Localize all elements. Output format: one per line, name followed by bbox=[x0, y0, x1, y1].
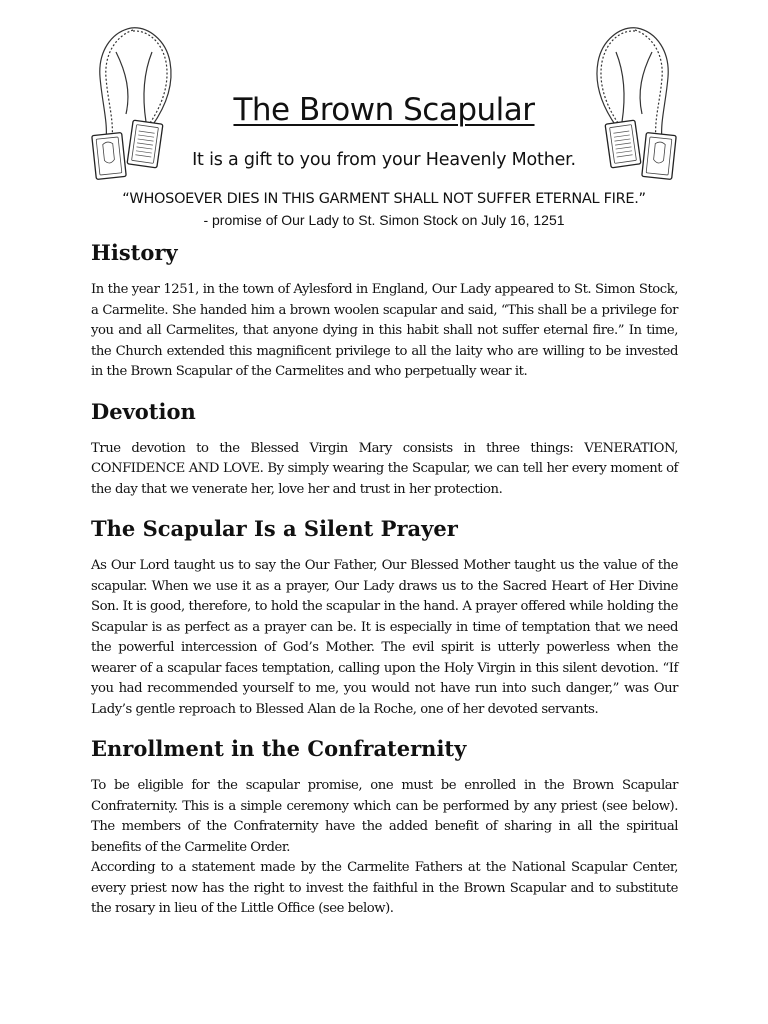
section-history bbox=[91, 238, 678, 383]
section-paragraph: True devotion to the Blessed Virgin Mary consists in three things: VENERATION, CONFIDENCE AND LOVE. By simply wearing the Scapular, we can tell her every moment of the day that we venerate her, love her and trust in her protection. bbox=[91, 440, 678, 497]
section-paragraph: To be eligible for the scapular promise, one must be enrolled in the Brown Scapular Confraternity. This is a simple ceremony which can be performed by any priest (see below). The members of the Confraternity have the added benefit of sharing in all the spiritual benefits of the Carmelite Order. bbox=[91, 778, 678, 855]
section-paragraph: As Our Lord taught us to say the Our Father, Our Blessed Mother taught us the value of the scapular. When we use it as a prayer, Our Lady draws us to the Sacred Heart of Her Divine Son. It is good, therefore, to hold the scapular in the hand. A prayer offered while holding the Scapular is as perfect as a prayer can be. It is especially in time of temptation that we need the powerful intercession of God’s Mother. The evil spirit is utterly powerless when the wearer of a scapular faces temptation, calling upon the Holy Virgin in this silent devotion. “If you had recommended yourself to me, you would not have run into such danger,” was Our Lady’s gentle reproach to Blessed Alan de la Roche, one of her devoted servants. bbox=[91, 558, 678, 717]
page-title: The Brown Scapular bbox=[233, 92, 535, 128]
section-heading: History bbox=[91, 240, 178, 265]
promise-attribution: - promise of Our Lady to St. Simon Stock on July 16, 1251 bbox=[203, 212, 565, 228]
document-body bbox=[91, 238, 678, 934]
section-silent-prayer bbox=[91, 514, 678, 720]
section-paragraph: According to a statement made by the Carmelite Fathers at the National Scapular Center, every priest now has the right to invest the faithful in the Brown Scapular and to substitute the rosary in lieu of the Little Office (see below). bbox=[91, 860, 678, 916]
section-heading: Enrollment in the Confraternity bbox=[91, 736, 467, 761]
section-devotion bbox=[91, 397, 678, 501]
promise-quote: “WHOSOEVER DIES IN THIS GARMENT SHALL NOT SUFFER ETERNAL FIRE.” bbox=[122, 191, 646, 207]
page-subtitle: It is a gift to you from your Heavenly Mother. bbox=[192, 150, 576, 170]
section-heading: The Scapular Is a Silent Prayer bbox=[91, 516, 458, 541]
section-paragraph: In the year 1251, in the town of Aylesford in England, Our Lady appeared to St. Simon Stock, a Carmelite. She handed him a brown woolen scapular and said, “This shall be a privilege for you and all Carmelites, that anyone dying in this habit shall not suffer eternal fire.” In time, the Church extended this magnificent privilege to all the laity who are willing to be invested in the Brown Scapular of the Carmelites and who perpetually wear it. bbox=[91, 282, 678, 379]
section-heading: Devotion bbox=[91, 398, 196, 424]
section-enrollment bbox=[91, 734, 678, 920]
